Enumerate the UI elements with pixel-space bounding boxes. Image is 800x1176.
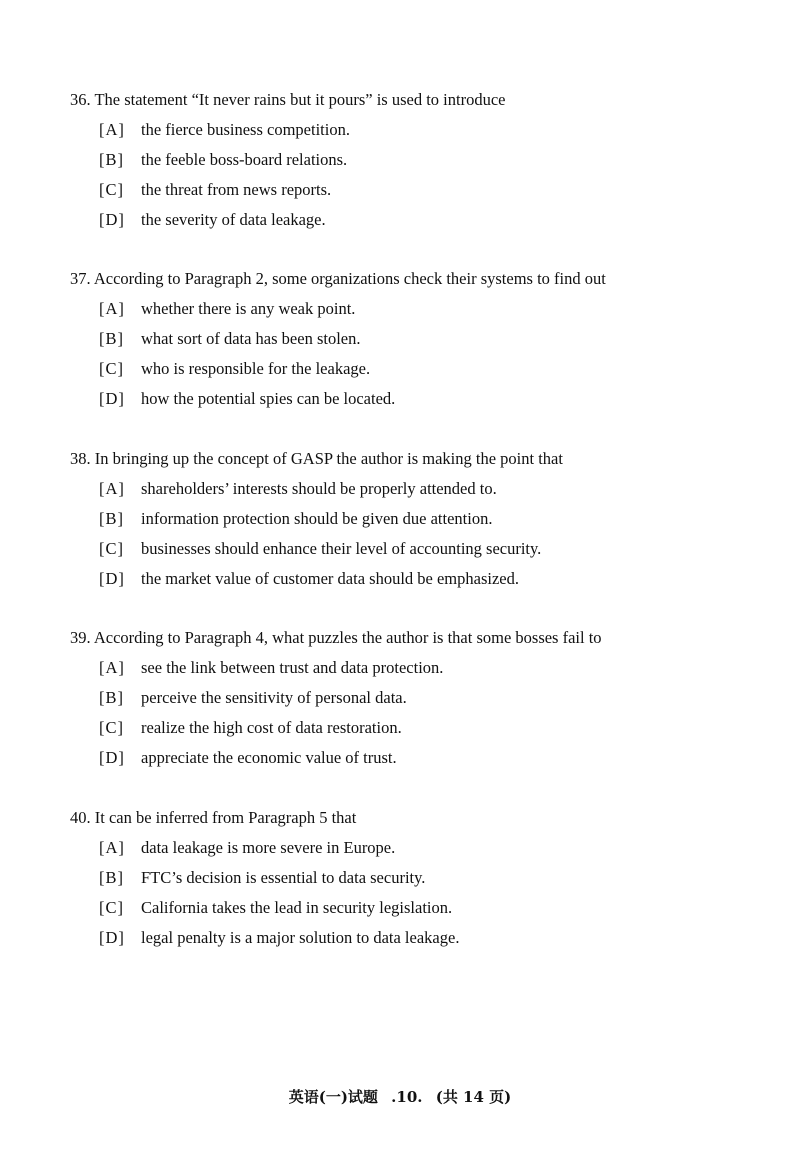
option-letter: [A] bbox=[99, 479, 125, 498]
option-letter: [A] bbox=[99, 120, 125, 139]
option-c bbox=[70, 359, 750, 389]
option-b bbox=[70, 150, 750, 180]
option-letter: [D] bbox=[99, 210, 125, 229]
option-text: information protection should be given due attention. bbox=[141, 509, 493, 528]
question-stem bbox=[70, 269, 750, 291]
question-stem bbox=[70, 90, 750, 112]
option-text: the feeble boss-board relations. bbox=[141, 150, 348, 169]
option-text: whether there is any weak point. bbox=[141, 299, 356, 318]
option-letter: [D] bbox=[99, 389, 125, 408]
option-letter: [B] bbox=[99, 329, 124, 348]
option-c bbox=[70, 718, 750, 748]
option-d bbox=[70, 928, 750, 958]
question-number: 39. bbox=[70, 628, 91, 647]
option-text: perceive the sensitivity of personal data. bbox=[141, 688, 407, 707]
question-number: 36. bbox=[70, 90, 91, 109]
option-text: the fierce business competition. bbox=[141, 120, 350, 139]
option-text: how the potential spies can be located. bbox=[141, 389, 396, 408]
page-footer bbox=[0, 1086, 800, 1107]
option-a bbox=[70, 299, 750, 329]
question-text: The statement “It never rains but it pours” is used to introduce bbox=[94, 90, 506, 109]
option-letter: [A] bbox=[99, 838, 125, 857]
option-d bbox=[70, 210, 750, 240]
option-text: shareholders’ interests should be properly attended to. bbox=[141, 479, 497, 498]
option-letter: [C] bbox=[99, 898, 124, 917]
question-text: According to Paragraph 2, some organizations check their systems to find out bbox=[93, 269, 606, 288]
option-d bbox=[70, 748, 750, 778]
option-letter: [B] bbox=[99, 688, 124, 707]
option-letter: [B] bbox=[99, 150, 124, 169]
option-d bbox=[70, 389, 750, 419]
option-text: FTC’s decision is essential to data security. bbox=[141, 868, 426, 887]
option-text: the market value of customer data should be emphasized. bbox=[141, 569, 519, 588]
question-stem bbox=[70, 628, 750, 650]
option-letter: [D] bbox=[99, 928, 125, 947]
option-b bbox=[70, 688, 750, 718]
option-text: realize the high cost of data restoration. bbox=[141, 718, 402, 737]
option-c bbox=[70, 539, 750, 569]
option-text: the threat from news reports. bbox=[141, 180, 332, 199]
option-letter: [C] bbox=[99, 539, 124, 558]
option-letter: [B] bbox=[99, 868, 124, 887]
option-text: who is responsible for the leakage. bbox=[141, 359, 371, 378]
option-text: data leakage is more severe in Europe. bbox=[141, 838, 396, 857]
option-text: California takes the lead in security legislation. bbox=[141, 898, 453, 917]
option-letter: [A] bbox=[99, 658, 125, 677]
option-letter: [D] bbox=[99, 569, 125, 588]
question-stem bbox=[70, 449, 750, 471]
option-letter: [A] bbox=[99, 299, 125, 318]
option-text: legal penalty is a major solution to data leakage. bbox=[141, 928, 460, 947]
option-b bbox=[70, 509, 750, 539]
question-38 bbox=[70, 449, 750, 599]
option-a bbox=[70, 120, 750, 150]
option-letter: [C] bbox=[99, 718, 124, 737]
option-d bbox=[70, 569, 750, 599]
question-text: According to Paragraph 4, what puzzles the author is that some bosses fail to bbox=[93, 628, 602, 647]
option-b bbox=[70, 868, 750, 898]
option-text: see the link between trust and data protection. bbox=[141, 658, 444, 677]
option-list bbox=[70, 299, 750, 419]
option-text: businesses should enhance their level of accounting security. bbox=[141, 539, 542, 558]
question-text: In bringing up the concept of GASP the author is making the point that bbox=[94, 449, 563, 468]
option-a bbox=[70, 838, 750, 868]
option-letter: [C] bbox=[99, 359, 124, 378]
question-number: 38. bbox=[70, 449, 91, 468]
question-40 bbox=[70, 808, 750, 958]
option-text: appreciate the economic value of trust. bbox=[141, 748, 397, 767]
option-letter: [D] bbox=[99, 748, 125, 767]
footer-page-number: .10. bbox=[391, 1088, 423, 1106]
option-b bbox=[70, 329, 750, 359]
question-stem bbox=[70, 808, 750, 830]
option-c bbox=[70, 180, 750, 210]
option-list bbox=[70, 658, 750, 778]
option-text: what sort of data has been stolen. bbox=[141, 329, 361, 348]
question-number: 37. bbox=[70, 269, 91, 288]
question-36 bbox=[70, 90, 750, 240]
option-list bbox=[70, 838, 750, 958]
question-39 bbox=[70, 628, 750, 778]
option-list bbox=[70, 120, 750, 240]
option-letter: [B] bbox=[99, 509, 124, 528]
footer-page-total: (共 14 页) bbox=[435, 1088, 512, 1106]
footer-subject: 英语(一)试题 bbox=[288, 1088, 378, 1106]
question-text: It can be inferred from Paragraph 5 that bbox=[94, 808, 357, 827]
option-list bbox=[70, 479, 750, 599]
option-letter: [C] bbox=[99, 180, 124, 199]
question-37 bbox=[70, 269, 750, 419]
option-a bbox=[70, 479, 750, 509]
option-c bbox=[70, 898, 750, 928]
option-a bbox=[70, 658, 750, 688]
question-number: 40. bbox=[70, 808, 91, 827]
option-text: the severity of data leakage. bbox=[141, 210, 326, 229]
